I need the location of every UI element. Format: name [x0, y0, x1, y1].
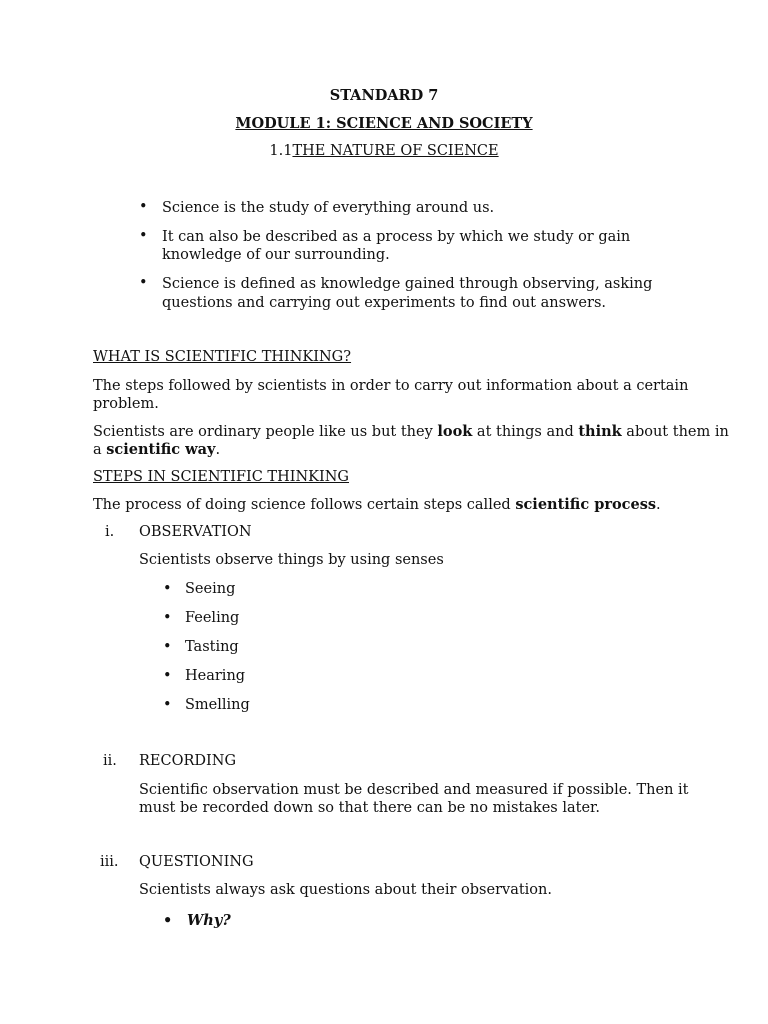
steps-intro — [93, 496, 661, 514]
step-numeral: iii. — [100, 854, 119, 870]
bullet-icon: • — [163, 610, 172, 626]
step-numeral: ii. — [103, 753, 117, 769]
step-text: Scientific observation must be described and measured if possible. Then it — [139, 782, 689, 798]
bullet-icon: • — [139, 228, 148, 244]
step-numeral: i. — [105, 524, 115, 540]
module-title: MODULE 1: SCIENCE AND SOCIETY — [235, 115, 533, 132]
section-heading — [0, 143, 768, 159]
bullet-text: questions and carrying out experiments to find out answers. — [162, 295, 606, 311]
bullet-icon: • — [139, 199, 148, 215]
bullet-text: Science is the study of everything around us. — [162, 200, 495, 216]
sense-item: Feeling — [185, 610, 240, 626]
emphasis-think: think — [578, 423, 622, 440]
sense-item: Smelling — [185, 697, 250, 713]
bullet-icon: • — [163, 581, 172, 597]
scientists-paragraph-line — [93, 423, 729, 441]
bullet-text: knowledge of our surrounding. — [162, 247, 390, 263]
steps-heading: STEPS IN SCIENTIFIC THINKING — [93, 469, 349, 485]
step-text: Scientists always ask questions about their observation. — [139, 882, 552, 898]
section-number: 1.1 — [269, 143, 293, 159]
sense-item: Hearing — [185, 668, 246, 684]
step-text: must be recorded down so that there can be no mistakes later. — [139, 800, 600, 816]
bullet-text: It can also be described as a process by which we study or gain — [162, 229, 631, 245]
emphasis-look: look — [437, 423, 473, 440]
bullet-icon: • — [163, 668, 172, 684]
sense-item: Seeing — [185, 581, 236, 597]
sense-item: Tasting — [185, 639, 239, 655]
emphasis-scientific-way: scientific way — [106, 441, 216, 458]
text-run: . — [215, 442, 221, 458]
step-title: RECORDING — [139, 753, 237, 769]
section-title: THE NATURE OF SCIENCE — [292, 143, 499, 159]
definition-line: problem. — [93, 396, 159, 412]
bullet-text: Science is defined as knowledge gained through observing, asking — [162, 276, 653, 292]
text-run: The process of doing science follows certain steps called — [93, 497, 516, 513]
text-run: a — [93, 442, 107, 458]
text-run: Scientists are ordinary people like us but they — [93, 424, 438, 440]
bullet-icon: • — [139, 275, 148, 291]
standard-title: STANDARD 7 — [329, 87, 439, 104]
text-run: . — [656, 497, 661, 513]
bullet-icon: • — [163, 697, 172, 713]
emphasis-scientific-process: scientific process — [515, 496, 657, 513]
step-text: Scientists observe things by using senses — [139, 552, 444, 568]
text-run: at things and — [472, 424, 579, 440]
question-item: Why? — [187, 912, 231, 929]
definition-line: The steps followed by scientists in order to carry out information about a certain — [93, 378, 689, 394]
bullet-icon: • — [163, 912, 173, 929]
text-run: about them in — [621, 424, 729, 440]
bullet-icon: • — [163, 639, 172, 655]
step-title: OBSERVATION — [139, 524, 252, 540]
step-title: QUESTIONING — [139, 854, 254, 870]
scientific-thinking-heading: WHAT IS SCIENTIFIC THINKING? — [93, 349, 352, 365]
scientists-paragraph-line — [93, 441, 220, 459]
